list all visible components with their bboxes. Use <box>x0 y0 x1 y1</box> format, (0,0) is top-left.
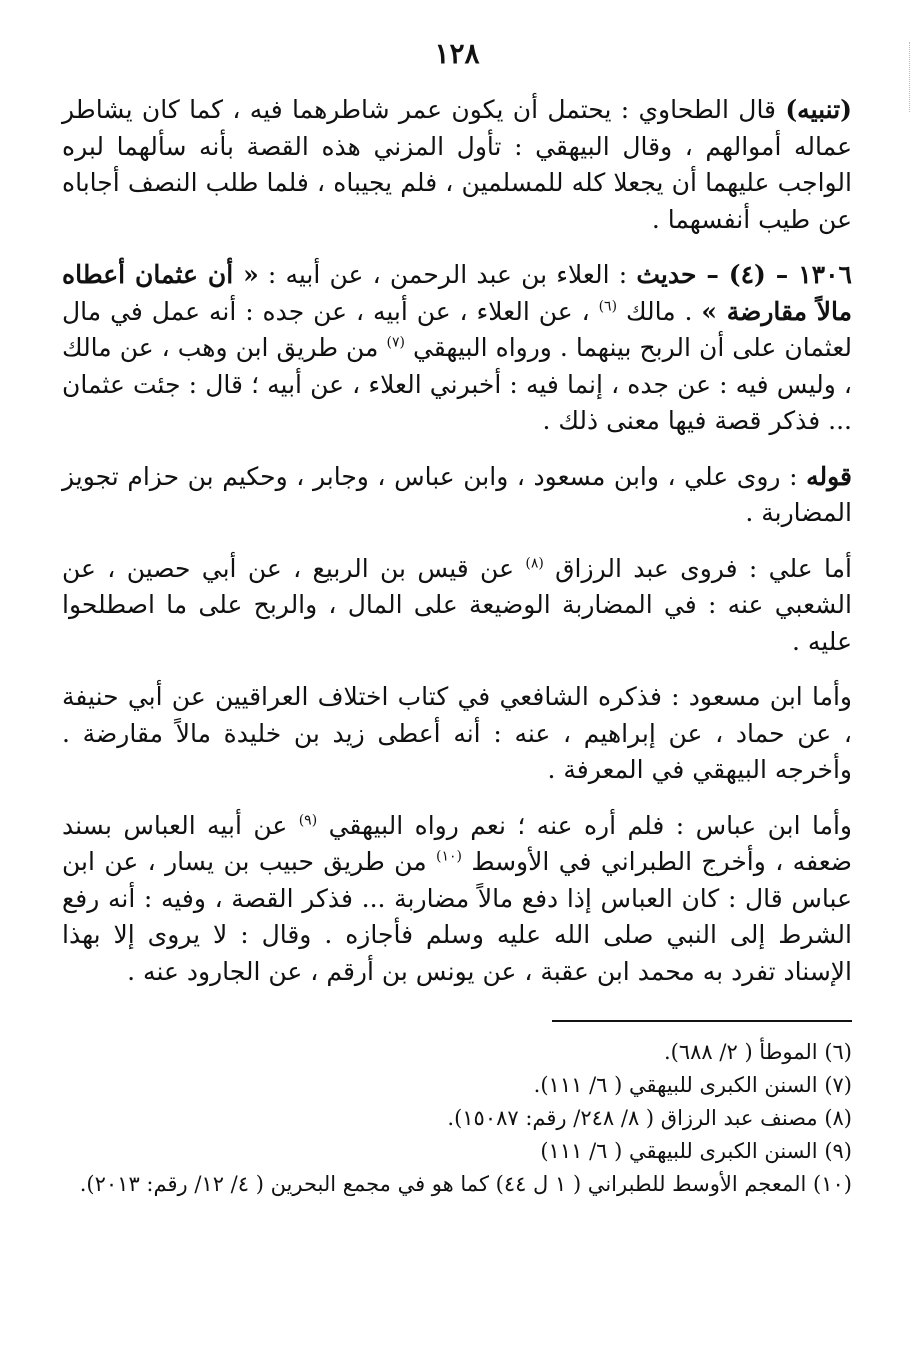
footnote-item: (١٠) المعجم الأوسط للطبراني ( ١ ل ٤٤) كما هو في مجمع البحرين ( ٤/ ١٢/ رقم: ٢٠١٣). <box>79 1172 852 1196</box>
hadith-number: ١٣٠٦ – (٤) – حديث <box>636 260 852 289</box>
paragraph-body: وأما ابن عباس : فلم أره عنه ؛ نعم رواه البيهقي <box>317 810 852 840</box>
book-page <box>62 34 852 1201</box>
paragraph-body: : العلاء بن عبد الرحمن ، عن أبيه : <box>258 260 637 289</box>
paragraph-text <box>62 551 852 661</box>
page-number: ١٢٨ <box>434 37 480 70</box>
paragraph-ali <box>62 551 852 661</box>
paragraph-text <box>62 459 852 532</box>
footnote-item: (٨) مصنف عبد الرزاق ( ٨/ ٢٤٨/ رقم: ١٥٠٨٧). <box>447 1106 852 1130</box>
footnote-ref: (٨) <box>525 555 544 572</box>
paragraph-lead: قوله <box>806 461 852 491</box>
paragraph-ibn-abbas <box>62 808 852 991</box>
footnote-item: (٩) السنن الكبرى للبيهقي ( ٦/ ١١١) <box>540 1139 852 1163</box>
footnote-ref: (٩) <box>298 812 318 829</box>
paragraph-hadith-1306 <box>62 257 852 440</box>
paragraph-body: من طريق حبيب بن يسار ، عن ابن عباس قال : كان العباس إذا دفع مالاً مضاربة ... فذكر القصة ، وفيه : أنه رفع الشرط إلى النبي صلى الله عليه وسلم فأجازه . وقال : لا يروى إلا بهذا الإسناد تفرد به محمد ابن عقبة ، عن يونس بن أرقم ، عن الجارود عنه . <box>62 847 852 986</box>
paragraph-body: ، عن العلاء ، عن أبيه ، عن جده : أنه عمل في مال لعثمان على أن الربح بينهما . ورواه البيهقي <box>62 296 852 362</box>
paragraph-text <box>62 257 852 440</box>
footnote-item: (٧) السنن الكبرى للبيهقي ( ٦/ ١١١). <box>533 1073 852 1097</box>
footnotes <box>62 1036 852 1201</box>
paragraph-text <box>62 808 852 991</box>
paragraph-body: . مالك <box>617 296 702 326</box>
footnote-ref: (٧) <box>386 334 405 351</box>
paragraph-body: عن قيس بن الربيع ، عن أبي حصين ، عن الشعبي عنه : في المضاربة الوضيعة على المال ، والربح على ما اصطلحوا عليه . <box>62 553 852 656</box>
page-edge-mark <box>906 42 910 112</box>
paragraph-tanbih <box>62 92 852 238</box>
paragraph-ibn-masud <box>62 679 852 789</box>
paragraph-text <box>62 92 852 238</box>
paragraph-lead: (تنبيه) <box>785 95 852 124</box>
paragraph-body: أما علي : فروى عبد الرزاق <box>543 553 852 583</box>
paragraph-body: من طريق ابن وهب ، عن مالك ، وليس فيه : عن جده ، إنما فيه : أخبرني العلاء ، عن أبيه ؛ قال : جئت عثمان ... فذكر قصة فيها معنى ذلك . <box>62 333 852 435</box>
paragraph-qawluh <box>62 459 852 532</box>
hadith-quote: « أن عثمان أعطاه مالاً مقارضة » <box>62 260 853 326</box>
paragraph-body: قال الطحاوي : يحتمل أن يكون عمر شاطرهما فيه ، كما كان يشاطر عماله أموالهم ، وقال البيهقي : تأول المزني هذه القصة بأنه سألهما لبره الواجب عليهما أن يجعلا كله للمسلمين ، فلم يجيباه ، فلما طلب النصف أجاباه عن طيب أنفسهما . <box>62 95 852 234</box>
footnote-item: (٦) الموطأ ( ٢/ ٦٨٨). <box>664 1040 852 1064</box>
paragraph-body: : روى علي ، وابن مسعود ، وابن عباس ، وجابر ، وحكيم بن حزام تجويز المضاربة . <box>62 461 852 527</box>
paragraph-text: وأما ابن مسعود : فذكره الشافعي في كتاب اختلاف العراقيين عن أبي حنيفة ، عن حماد ، عن إبراهيم ، عنه : أنه أعطى زيد بن خليدة مالاً مقارضة . وأخرجه البيهقي في المعرفة . <box>62 682 852 784</box>
footnote-ref: (٦) <box>598 298 618 315</box>
footnote-divider <box>552 1020 852 1022</box>
footnote-ref: (١٠) <box>436 848 462 865</box>
paragraph-body: عن أبيه العباس بسند ضعفه ، وأخرج الطبراني في الأوسط <box>62 810 853 876</box>
